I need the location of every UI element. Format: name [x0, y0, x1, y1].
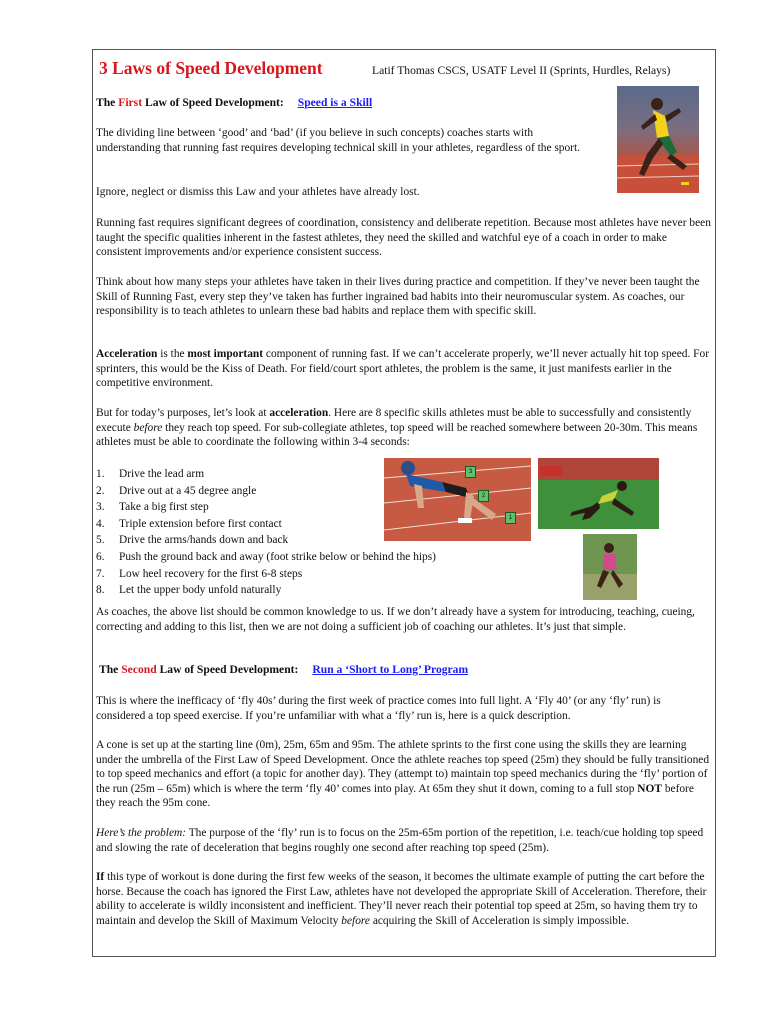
sprint-start-photo: [384, 458, 531, 541]
list-item: 6. Push the ground back and away (foot strike below or behind the hips): [96, 550, 436, 563]
marker-label-2: 2: [478, 490, 489, 502]
law1-paragraph-2: Ignore, neglect or dismiss this Law and your athletes have already lost.: [96, 186, 420, 198]
law2-paragraph-1: This is where the inefficacy of ‘fly 40s’ during the first week of practice comes into full light. A ‘Fly 40’ (or any ‘fly’ run) is considered a top speed exercise. If you’re unfamiliar with what a ‘fly’ run is, here is a quick description.: [96, 695, 661, 722]
short-to-long-link[interactable]: Run a ‘Short to Long’ Program: [312, 663, 469, 676]
marker-label-3: 3: [465, 466, 476, 478]
law2-paragraph-3: Here’s the problem: The purpose of the ‘fly’ run is to focus on the 25m-65m portion of the repetition, i.e. teach/cue holding top speed and slowing the rate of deceleration that begins roughly one second after reaching top speed (25m).: [96, 827, 704, 854]
law1-paragraph-4: Think about how many steps your athletes have taken in their lives during practice and competition. If they’ve never been taught the Skill of Running Fast, every step they’ve taken has further ingrained bad habits into their neuromuscular system. As coaches, our responsibility is to teach athletes to unlearn these bad habits and replace them with specific skill.: [96, 276, 700, 318]
list-item: 8. Let the upper body unfold naturally: [96, 584, 282, 597]
list-item: 3. Take a big first step: [96, 501, 209, 514]
second-law-heading: The Second Law of Speed Development: Run a ‘Short to Long’ Program: [99, 663, 469, 676]
second-law-ordinal: Second: [121, 663, 157, 676]
law2-paragraph-4: If this type of workout is done during the first few weeks of the season, it becomes the ultimate example of putting the cart before the horse. Because the coach has ignored the First Law, athletes have not developed the appropriate Skill of Acceleration. Therefore, their ability to accelerate is wildly inconsistent and inefficient. They’ll never reach their potential top speed at 25m, so having them try to maintain and develop the Skill of Maximum Velocity before acquiring the Skill of Acceleration is simply impossible.: [96, 871, 707, 927]
law1-paragraph-3: Running fast requires significant degrees of coordination, consistency and deliberate repetition. Because most athletes have never been taught the specific qualities inherent in the fastest athletes, they need the skilled and watchful eye of a coach in order to make consistent improvements and/or experience consistent success.: [96, 217, 711, 259]
law1-paragraph-1: The dividing line between ‘good’ and ‘bad’ (if you believe in such concepts) coaches starts with understanding that running fast requires developing technical skill in your athletes, regardless of the sport.: [96, 127, 580, 154]
first-law-heading: The First Law of Speed Development: Speed is a Skill: [96, 96, 373, 109]
list-item: 1. Drive the lead arm: [96, 468, 205, 480]
law1-paragraph-5: Acceleration is the most important component of running fast. If we can’t accelerate properly, we’ll never actually hit top speed. For sprinters, this would be the Kiss of Death. For field/court sport athletes, the problem is the same, it just manifests earlier in the competitive environment.: [96, 348, 710, 390]
speed-is-a-skill-link[interactable]: Speed is a Skill: [297, 96, 373, 109]
page-title: 3 Laws of Speed Development: [99, 58, 323, 78]
list-item: 7. Low heel recovery for the first 6-8 steps: [96, 567, 303, 580]
first-law-ordinal: First: [118, 96, 143, 109]
marker-label-1: 1: [505, 512, 516, 524]
law1-paragraph-6: But for today’s purposes, let’s look at acceleration. Here are 8 specific skills athletes must be able to successfully and consistently execute before they reach top speed. For sub-collegiate athletes, top speed will be reached somewhere between 20-30m. This means athletes must be able to coordinate the following within 3-4 seconds:: [96, 407, 698, 449]
sprinter-photo: [617, 86, 699, 193]
field-start-photo: [538, 458, 659, 529]
sprinter-figure-icon: [617, 86, 699, 193]
list-item: 2. Drive out at a 45 degree angle: [96, 484, 257, 497]
law2-paragraph-2: A cone is set up at the starting line (0m), 25m, 65m and 95m. The athlete sprints to the first cone using the skills they are learning under the umbrella of the First Law of Speed Development. Once the athlete reaches top speed (25m) they should be fully transitioned to top speed mechanics and effort (a topic for another day). They (attempt to) maintain top speed mechanics during the ‘fly’ portion of the run (25m – 65m) which is where the term ‘fly 40’ comes into play. At 65m they shut it down, coming to a full stop NOT before they reach the 95m cone.: [96, 739, 710, 810]
law1-paragraph-7: As coaches, the above list should be common knowledge to us. If we don’t already have a system for introducing, teaching, cueing, correcting and adding to this list, then we are not doing a sufficient job of coaching our athletes. It’s just that simple.: [96, 606, 695, 633]
athlete-photo: [583, 534, 637, 600]
list-item: 5. Drive the arms/hands down and back: [96, 534, 289, 547]
list-item: 4. Triple extension before first contact: [96, 517, 282, 530]
author-byline: Latif Thomas CSCS, USATF Level II (Sprints, Hurdles, Relays): [372, 64, 671, 77]
